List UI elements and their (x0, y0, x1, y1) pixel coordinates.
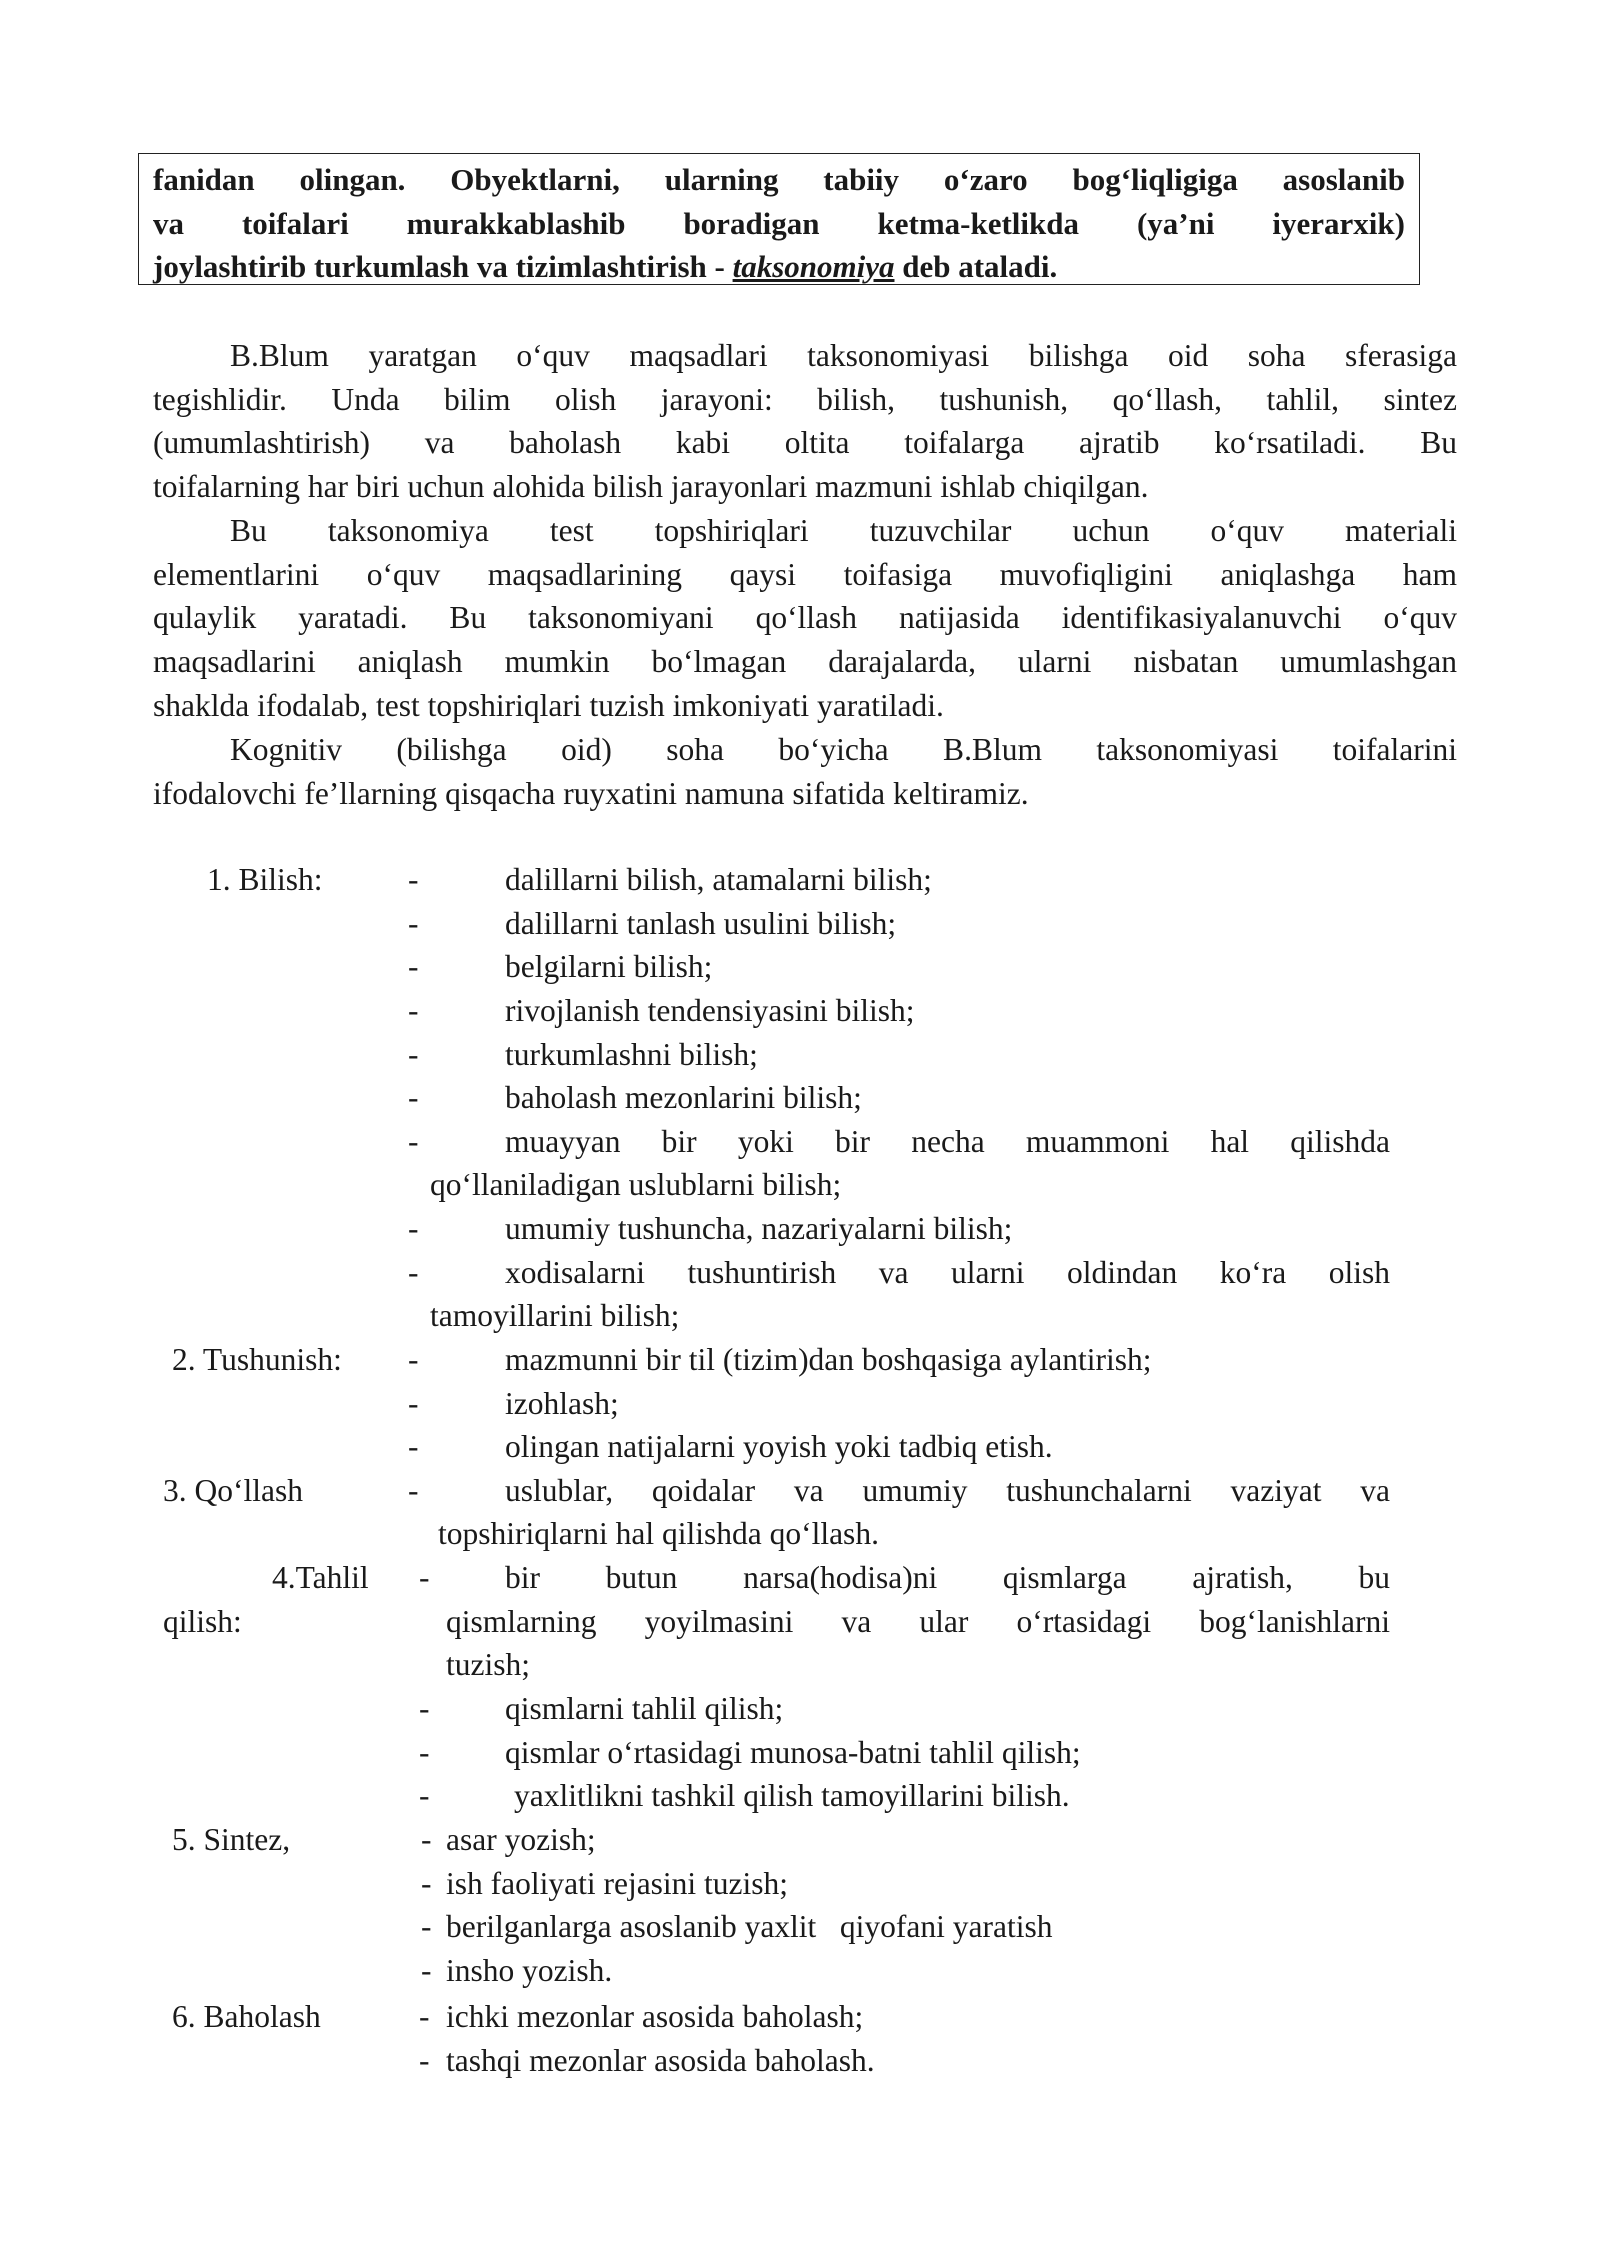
tahlil-item: qismlar o‘rtasidagi munosa-batni tahlil qilish; (505, 1735, 1081, 1770)
bullet-dash: - (408, 1080, 419, 1115)
bilish-item-text: xodisalarni tushuntirish va ularni oldindan ko‘ra olish (505, 1255, 1390, 1290)
category-tahlil-label-cont: qilish: (163, 1604, 242, 1639)
sintez-item: berilganlarga asoslanib yaxlit qiyofani yaratish (446, 1909, 1053, 1944)
baholash-item: tashqi mezonlar asosida baholash. (446, 2043, 875, 2078)
bullet-dash: - (408, 1037, 419, 1072)
sintez-item: insho yozish. (446, 1953, 613, 1988)
tahlil-item: qismlarni tahlil qilish; (505, 1691, 784, 1726)
bullet-dash: - (419, 1778, 430, 1813)
baholash-item: ichki mezonlar asosida baholash; (446, 1999, 864, 2034)
qollash-item-text: uslublar, qoidalar va umumiy tushunchalarni vaziyat va (505, 1473, 1390, 1508)
box-line-1: fanidan olingan. Obyektlarni, ularning tabiiy o‘zaro bog‘liqligiga asoslanib (153, 162, 1405, 197)
bullet-dash: - (419, 1560, 430, 1595)
bullet-dash: - (419, 1999, 430, 2034)
category-bilish-label: 1. Bilish: (207, 862, 323, 897)
tushunish-item: olingan natijalarni yoyish yoki tadbiq etish. (505, 1429, 1053, 1464)
para1-line: tegishlidir. Unda bilim olish jarayoni: bilish, tushunish, qo‘llash, tahlil, sintez (153, 381, 1457, 417)
qollash-item (505, 1469, 1390, 1513)
tahlil-item: yaxlitlikni tashkil qilish tamoyillarini bilish. (514, 1778, 1070, 1813)
bilish-item: dalillarni bilish, atamalarni bilish; (505, 862, 932, 897)
paragraph-2 (153, 509, 1457, 727)
sintez-item: ish faoliyati rejasini tuzish; (446, 1866, 789, 1901)
tahlil-item-cont-text: qismlarning yoyilmasini va ular o‘rtasidagi bog‘lanishlarni (446, 1604, 1390, 1639)
para1-line: B.Blum yaratgan o‘quv maqsadlari taksonomiyasi bilishga oid soha sferasiga (230, 338, 1457, 373)
box-line-3-post: deb ataladi. (894, 249, 1058, 284)
bilish-item: dalillarni tanlash usulini bilish; (505, 906, 897, 941)
bilish-item-cont: qo‘llaniladigan uslublarni bilish; (430, 1167, 842, 1202)
para2-line: maqsadlarini aniqlash mumkin bo‘lmagan darajalarda, ularni nisbatan umumlashgan (153, 644, 1457, 680)
bullet-dash: - (408, 906, 419, 941)
bilish-item: umumiy tushuncha, nazariyalarni bilish; (505, 1211, 1013, 1246)
category-tushunish-label: 2. Tushunish: (172, 1342, 342, 1377)
bilish-item (505, 1120, 1390, 1164)
bilish-item (505, 1251, 1390, 1295)
box-line-2: va toifalari murakkablashib boradigan ketma-ketlikda (ya’ni iyerarxik) (153, 205, 1405, 241)
para2-line: qulaylik yaratadi. Bu taksonomiyani qo‘llash natijasida identifikasiyalanuvchi o‘quv (153, 600, 1457, 636)
bullet-dash: - (408, 1124, 419, 1159)
category-qollash-label: 3. Qo‘llash (163, 1473, 303, 1508)
para2-line: elementlarini o‘quv maqsadlarining qaysi toifasiga muvofiqligini aniqlashga ham (153, 556, 1457, 592)
bilish-item-text: muayyan bir yoki bir necha muammoni hal qilishda (505, 1124, 1390, 1159)
category-baholash-label: 6. Baholash (172, 1999, 321, 2034)
bullet-dash: - (421, 1866, 432, 1901)
tushunish-item: izohlash; (505, 1386, 619, 1421)
bullet-dash: - (408, 1255, 419, 1290)
bullet-dash: - (421, 1822, 432, 1857)
tahlil-item-cont (446, 1600, 1390, 1644)
definition-box (138, 153, 1420, 285)
bilish-item-cont: tamoyillarini bilish; (430, 1298, 680, 1333)
bullet-dash: - (408, 1211, 419, 1246)
paragraph-1 (153, 334, 1457, 509)
bilish-item: belgilarni bilish; (505, 949, 713, 984)
bullet-dash: - (408, 1342, 419, 1377)
bullet-dash: - (408, 993, 419, 1028)
bullet-dash: - (408, 862, 419, 897)
bilish-item: turkumlashni bilish; (505, 1037, 758, 1072)
bullet-dash: - (408, 1429, 419, 1464)
para1-line: toifalarning har biri uchun alohida bilish jarayonlari mazmuni ishlab chiqilgan. (153, 469, 1149, 505)
bullet-dash: - (419, 1691, 430, 1726)
para1-line: (umumlashtirish) va baholash kabi oltita toifalarga ajratib ko‘rsatiladi. Bu (153, 425, 1457, 461)
category-sintez-label: 5. Sintez, (172, 1822, 291, 1857)
bullet-dash: - (419, 2043, 430, 2078)
bullet-dash: - (421, 1909, 432, 1944)
box-line-3 (153, 245, 1405, 289)
para3-line: Kognitiv (bilishga oid) soha bo‘yicha B.Blum taksonomiyasi toifalarini (230, 732, 1457, 767)
taksonomiya-term: taksonomiya (732, 249, 895, 284)
bilish-item: rivojlanish tendensiyasini bilish; (505, 993, 915, 1028)
tushunish-item: mazmunni bir til (tizim)dan boshqasiga aylantirish; (505, 1342, 1152, 1377)
tahlil-item-cont: tuzish; (446, 1647, 530, 1682)
bullet-dash: - (419, 1735, 430, 1770)
paragraph-3 (153, 728, 1457, 815)
bullet-dash: - (408, 1473, 419, 1508)
para2-line: shaklda ifodalab, test topshiriqlari tuzish imkoniyati yaratiladi. (153, 687, 944, 723)
sintez-item: asar yozish; (446, 1822, 596, 1857)
bullet-dash: - (408, 1386, 419, 1421)
bullet-dash: - (408, 949, 419, 984)
box-line-3-pre: joylashtirib turkumlash va tizimlashtirish - (153, 249, 733, 284)
category-tahlil-label: 4.Tahlil (272, 1560, 369, 1595)
bilish-item: baholash mezonlarini bilish; (505, 1080, 862, 1115)
bullet-dash: - (421, 1953, 432, 1988)
para2-line: Bu taksonomiya test topshiriqlari tuzuvchilar uchun o‘quv materiali (230, 513, 1457, 548)
qollash-item-cont: topshiriqlarni hal qilishda qo‘llash. (438, 1516, 879, 1551)
tahlil-item (505, 1556, 1390, 1600)
tahlil-item-text: bir butun narsa(hodisa)ni qismlarga ajratish, bu (505, 1560, 1390, 1595)
para3-line: ifodalovchi fe’llarning qisqacha ruyxatini namuna sifatida keltiramiz. (153, 775, 1029, 811)
